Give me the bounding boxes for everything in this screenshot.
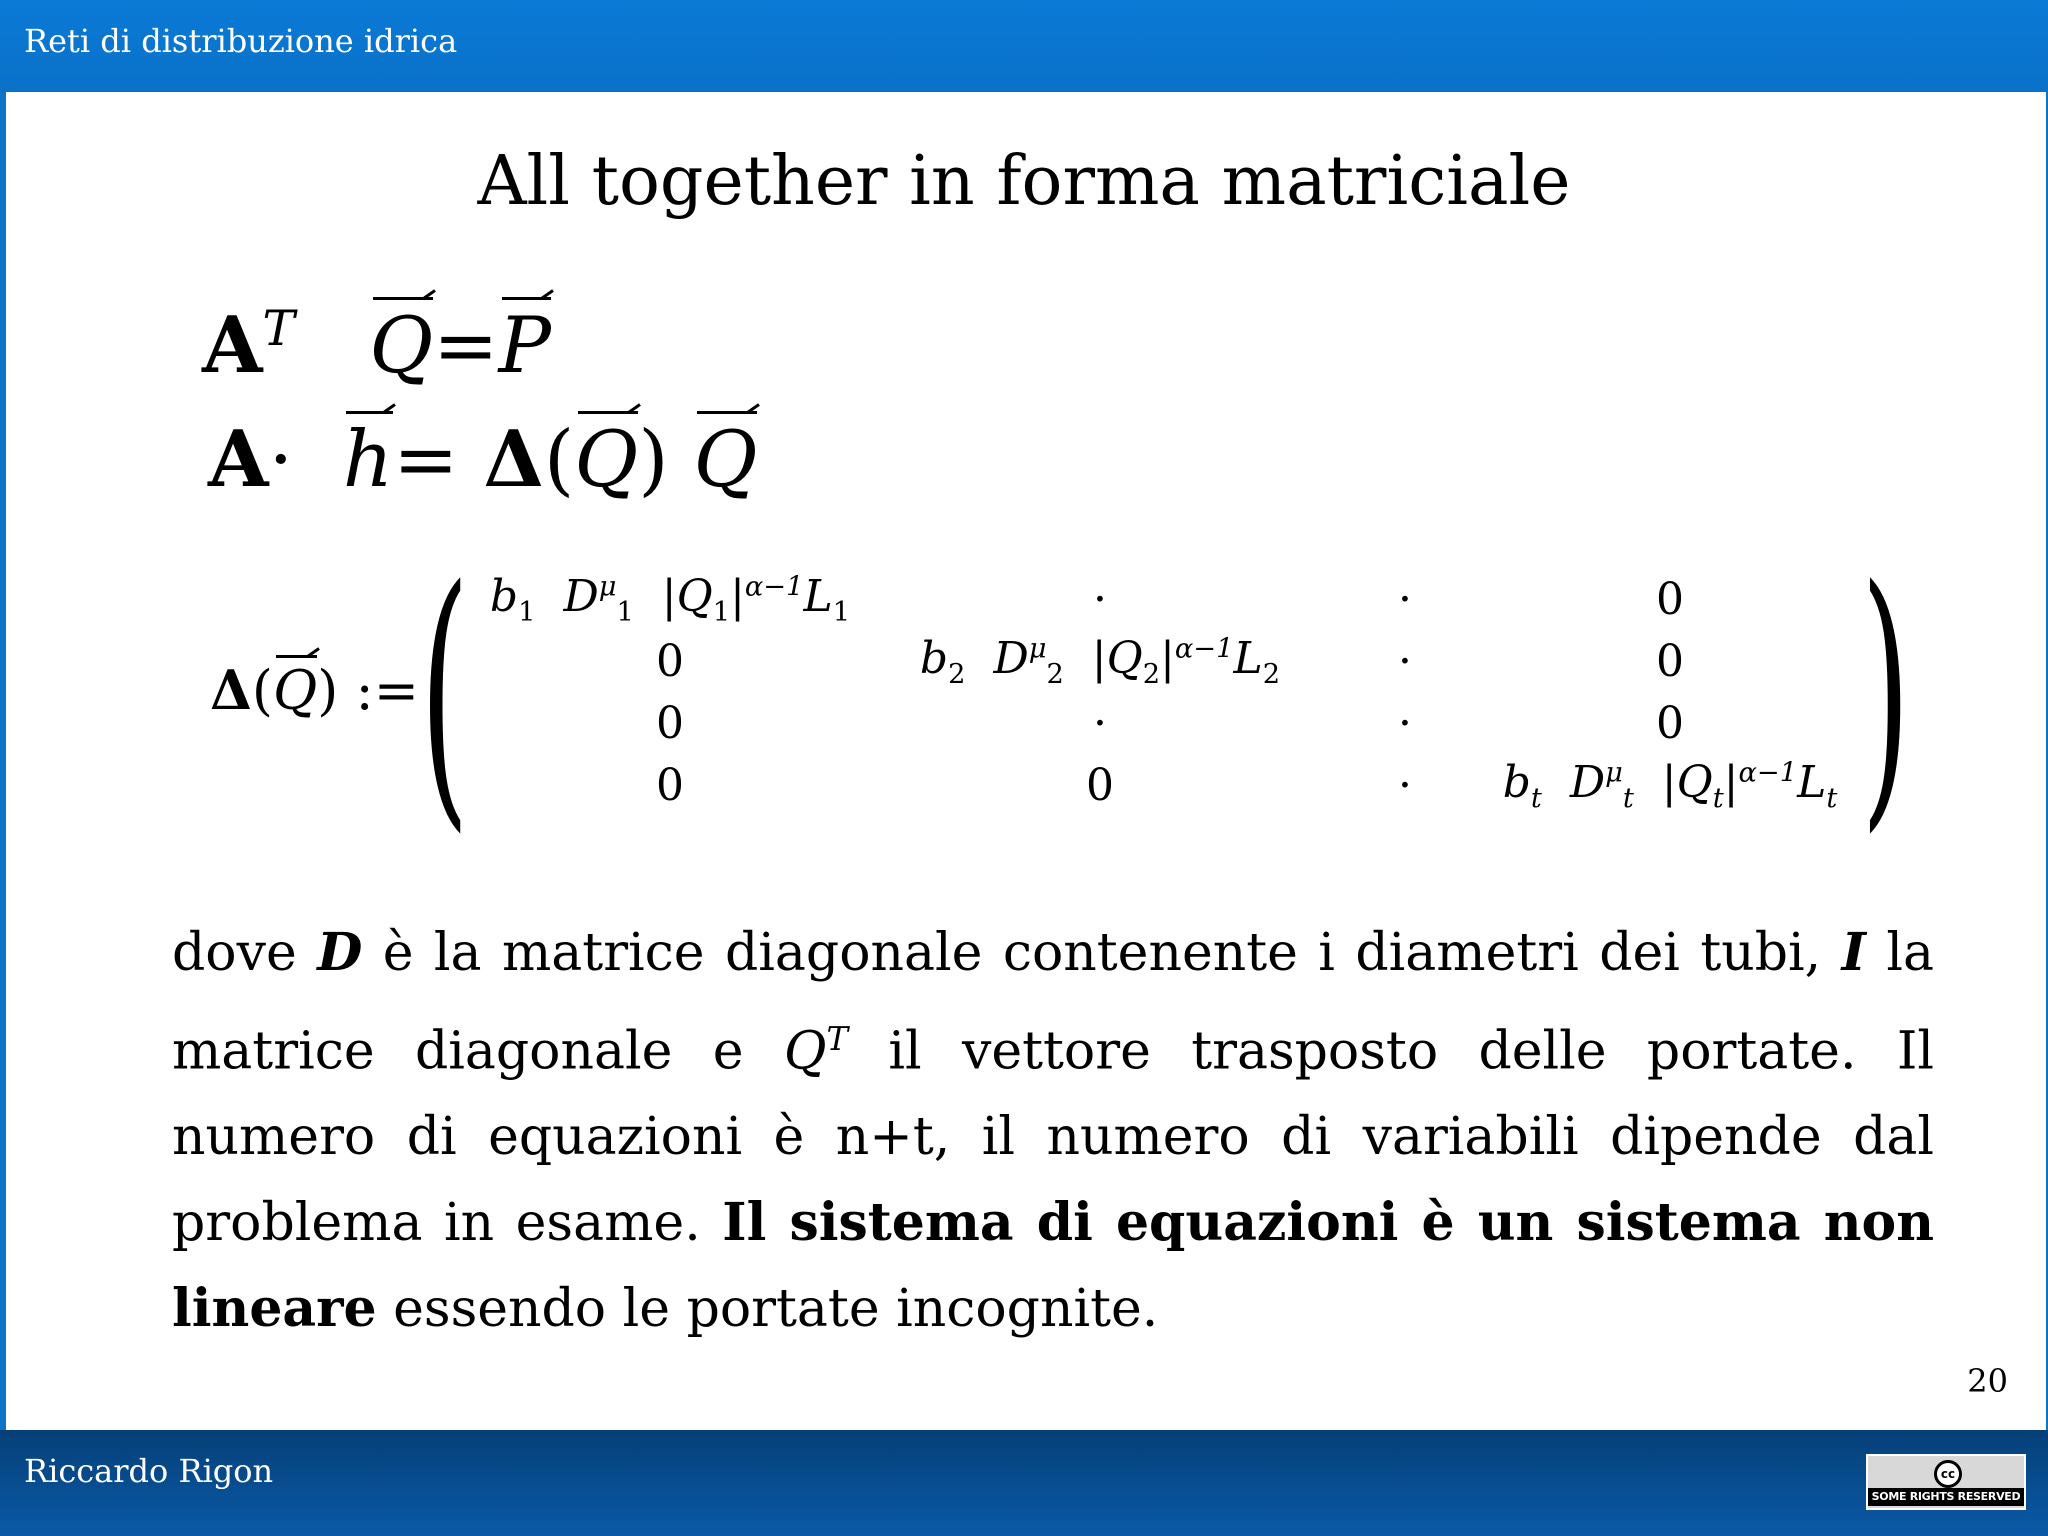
page-number: 20 <box>1967 1362 2008 1400</box>
matrix-row <box>470 568 1860 630</box>
matrix-cell: 0 <box>656 759 684 811</box>
matrix-cell: · <box>1398 759 1412 811</box>
matrix-row <box>470 630 1860 692</box>
matrix-row <box>470 754 1860 816</box>
matrix-cell: 0 <box>1656 697 1684 749</box>
open-paren: ( <box>543 415 575 505</box>
matrix-right-paren: ) <box>1860 531 1910 857</box>
matrix-cell: 0 <box>1656 635 1684 687</box>
matrix-left-paren: ( <box>420 531 470 857</box>
emphasis-nonlinear: Il sistema di equazioni è un sistema non lineare <box>172 1192 1934 1340</box>
symbol-d: D <box>317 922 363 983</box>
transpose-sup: T <box>262 301 295 357</box>
course-title: Reti di distribuzione idrica <box>24 22 458 60</box>
matrix-cell: · <box>1093 697 1107 749</box>
matrix-cell: · <box>1398 635 1412 687</box>
matrix-cell: $b_1$ $D^\mu_1$ $|Q_1|^{\alpha-1}L_1$ <box>489 570 851 628</box>
vector-q: Q <box>693 415 758 505</box>
matrix-cell: 0 <box>656 635 684 687</box>
dot-operator: · <box>268 415 294 505</box>
matrix-cell: · <box>1398 573 1412 625</box>
explanation-paragraph: dove D è la matrice diagonale contenente i diametri dei tubi, I la matrice diagonale e $Q^T$ il vettore trasposto delle portate. Il numero di equazioni è n+t, il numero di variabili dipende dal problema in esame. Il sistema di equazioni è un sistema non lineare essendo le portate incognite. <box>172 922 1934 1340</box>
matrix-cell: · <box>1398 697 1412 749</box>
delta-matrix-definition <box>420 531 1910 857</box>
defines-operator: := <box>355 659 419 722</box>
matrix-row <box>470 692 1860 754</box>
close-paren: ) <box>317 659 339 722</box>
slide-title: All together in forma matriciale <box>477 142 1571 221</box>
vector-p: P <box>498 301 551 391</box>
symbol-i: I <box>1841 922 1866 983</box>
vector-q: Q <box>369 301 434 391</box>
matrix-cell: $b_2$ $D^\mu_2$ $|Q_2|^{\alpha-1}L_2$ <box>919 632 1281 690</box>
vector-q: Q <box>272 659 318 722</box>
delta-matrix: Δ <box>483 414 544 505</box>
delta-matrix: Δ <box>210 658 252 722</box>
equals-sign: = <box>433 301 499 391</box>
footer-bar <box>0 1430 2048 1536</box>
matrix-cell: 0 <box>1086 759 1114 811</box>
symbol-q: Q <box>783 1021 827 1082</box>
author-name: Riccardo Rigon <box>24 1452 274 1490</box>
cc-icon: cc <box>1934 1460 1962 1488</box>
matrix-a: A <box>208 414 269 505</box>
equals-sign: = <box>393 415 459 505</box>
matrix-cell: $b_t$ $D^\mu_t$ $|Q_t|^{\alpha-1}L_t$ <box>1502 756 1838 814</box>
equation-1 <box>202 300 551 391</box>
vector-h: h <box>342 415 394 505</box>
matrix-a: A <box>202 300 263 391</box>
matrix-cell: · <box>1093 573 1107 625</box>
license-badge[interactable] <box>1866 1454 2026 1510</box>
equation-2 <box>208 414 757 505</box>
matrix-cell: 0 <box>656 697 684 749</box>
open-paren: ( <box>251 659 273 722</box>
matrix-grid <box>470 568 1860 816</box>
equation-3-label <box>210 658 419 722</box>
license-text: SOME RIGHTS RESERVED <box>1868 1488 2024 1506</box>
close-paren: ) <box>638 415 669 505</box>
matrix-cell: 0 <box>1656 573 1684 625</box>
header-bar <box>0 0 2048 92</box>
vector-q: Q <box>574 415 639 505</box>
